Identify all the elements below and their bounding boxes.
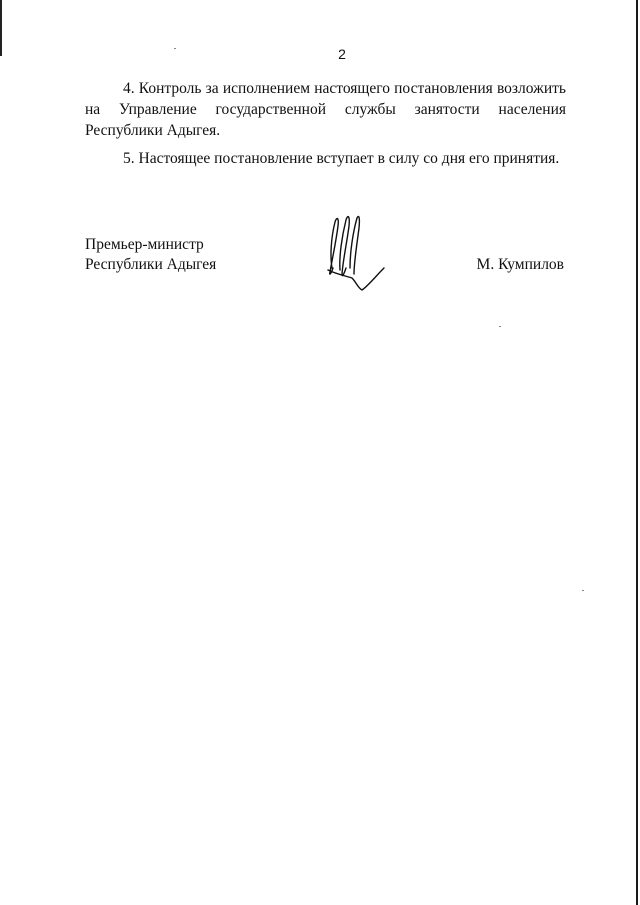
signatory-title-line2: Республики Адыгея xyxy=(85,256,217,273)
signatory-title-line1: Премьер-министр xyxy=(85,236,204,253)
scan-speck xyxy=(582,590,584,591)
scan-border-right xyxy=(636,0,638,905)
page-number: 2 xyxy=(338,46,346,62)
paragraph-item-5: 5. Настоящее постановление вступает в силу со дня его принятия. xyxy=(123,150,560,167)
signatory-name: М. Кумпилов xyxy=(476,256,564,273)
handwritten-signature xyxy=(318,212,390,294)
signatory-title xyxy=(85,235,216,275)
paragraph-item-4: 4. Контроль за исполнением настоящего постановления возложить на Управление государственной службы занятости населения Республики Адыгея. xyxy=(85,80,566,139)
scan-speck xyxy=(174,48,176,49)
scan-speck xyxy=(499,326,501,327)
